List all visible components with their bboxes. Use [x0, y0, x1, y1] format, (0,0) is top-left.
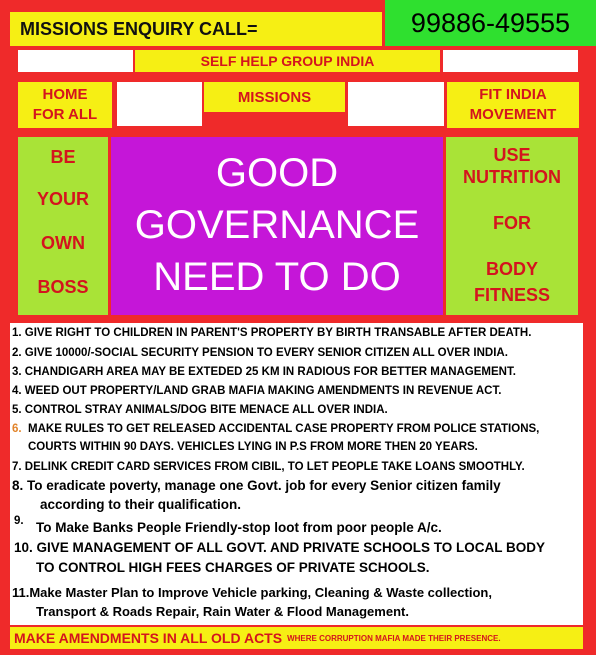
- fit-line1: FIT INDIA: [479, 86, 547, 103]
- missions-box: [204, 82, 345, 112]
- center-line-1: GOOD: [215, 151, 339, 195]
- left-word-4: BOSS: [37, 277, 89, 297]
- good-governance-panel: [111, 137, 443, 315]
- home-line2: FOR ALL: [32, 106, 98, 123]
- right-word-3: FOR: [493, 213, 531, 233]
- list-item-6-line2: COURTS WITHIN 90 DAYS. VEHICLES LYING IN P.S FROM MORE THEN 20 YEARS.: [28, 441, 478, 453]
- enquiry-label: MISSIONS ENQUIRY CALL=: [20, 18, 258, 39]
- home-for-all-box: [18, 82, 112, 128]
- list-item-6-line1: MAKE RULES TO GET RELEASED ACCIDENTAL CASE PROPERTY FROM POLICE STATIONS,: [28, 423, 540, 435]
- org-bar-right: [443, 50, 578, 72]
- fit-line2: MOVEMENT: [469, 106, 557, 123]
- left-word-2: YOUR: [36, 189, 89, 209]
- be-your-own-boss-panel: [18, 137, 108, 315]
- list-item-3: 3. CHANDIGARH AREA MAY BE EXTEDED 25 KM IN RADIOUS FOR BETTER MANAGEMENT.: [12, 366, 516, 378]
- right-word-1: USE: [493, 145, 531, 165]
- list-item-6-number: 6.: [12, 423, 22, 435]
- footer-banner: [10, 627, 583, 649]
- footer-big-text: MAKE AMENDMENTS IN ALL OLD ACTS: [14, 630, 283, 646]
- phone-number: 99886-49555: [410, 7, 571, 38]
- org-name: SELF HELP GROUP INDIA: [200, 53, 375, 69]
- list-item-10-line1: 10. GIVE MANAGEMENT OF ALL GOVT. AND PRIVATE SCHOOLS TO LOCAL BODY: [14, 540, 546, 555]
- enquiry-banner: [10, 12, 382, 46]
- nav-spacer-right: [348, 82, 444, 126]
- list-item-8-line1: 8. To eradicate poverty, manage one Govt. job for every Senior citizen family: [12, 478, 501, 493]
- fit-india-box: [447, 82, 579, 128]
- list-item-1: 1. GIVE RIGHT TO CHILDREN IN PARENT'S PROPERTY BY BIRTH TRANSABLE AFTER DEATH.: [12, 327, 532, 339]
- list-item-10-line2: TO CONTROL HIGH FEES CHARGES OF PRIVATE SCHOOLS.: [36, 560, 430, 575]
- missions-label: MISSIONS: [237, 88, 312, 106]
- list-item-5: 5. CONTROL STRAY ANIMALS/DOG BITE MENACE ALL OVER INDIA.: [12, 404, 388, 416]
- right-word-4: BODY: [485, 259, 538, 279]
- nutrition-panel: [446, 137, 578, 315]
- footer-small-text: WHERE CORRUPTION MAFIA MADE THEIR PRESENCE.: [287, 633, 501, 643]
- list-item-2: 2. GIVE 10000/-SOCIAL SECURITY PENSION TO EVERY SENIOR CITIZEN ALL OVER INDIA.: [12, 347, 508, 359]
- list-item-4: 4. WEED OUT PROPERTY/LAND GRAB MAFIA MAKING AMENDMENTS IN REVENUE ACT.: [12, 385, 502, 397]
- right-word-5: FITNESS: [473, 285, 550, 305]
- list-item-11-line1: 11.Make Master Plan to Improve Vehicle parking, Cleaning & Waste collection,: [12, 585, 492, 600]
- nav-spacer-left: [117, 82, 202, 126]
- home-line1: HOME: [42, 86, 88, 103]
- list-item-7: 7. DELINK CREDIT CARD SERVICES FROM CIBIL, TO LET PEOPLE TAKE LOANS SMOOTHLY.: [12, 461, 525, 473]
- org-bar-left: [18, 50, 133, 72]
- list-item-8-line2: according to their qualification.: [40, 497, 242, 512]
- list-item-9: To Make Banks People Friendly-stop loot from poor people A/c.: [36, 520, 442, 535]
- org-bar: [135, 50, 440, 72]
- phone-box: [385, 0, 596, 46]
- left-word-1: BE: [50, 147, 76, 167]
- center-line-2: GOVERNANCE: [134, 203, 420, 247]
- demands-list: [10, 323, 583, 625]
- center-line-3: NEED TO DO: [153, 255, 401, 299]
- list-item-11-line2: Transport & Roads Repair, Rain Water & Flood Management.: [36, 604, 409, 619]
- left-word-3: OWN: [41, 233, 85, 253]
- list-item-9-number: 9.: [14, 515, 24, 527]
- right-word-2: NUTRITION: [463, 167, 561, 187]
